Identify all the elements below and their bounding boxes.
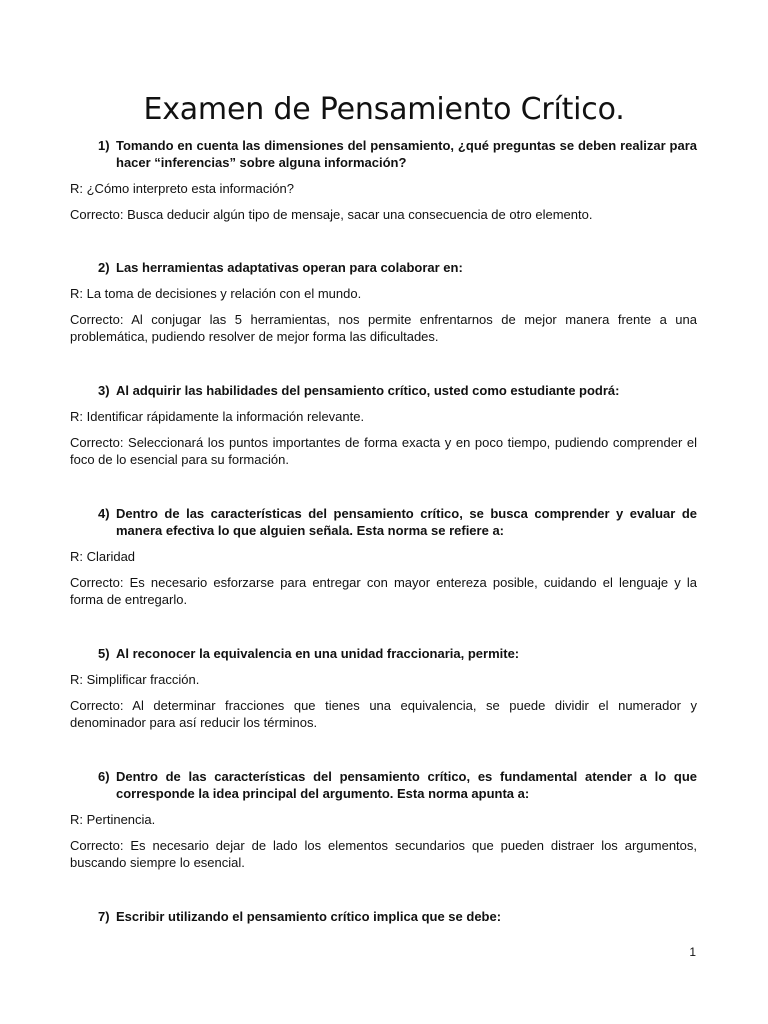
correct-explanation: Correcto: Seleccionará los puntos importantes de forma exacta y en poco tiempo, pudiendo comprender el foco de lo esencial para su formación. (70, 435, 697, 467)
question-block-6 (70, 768, 697, 871)
question-text: Escribir utilizando el pensamiento crítico implica que se debe: (116, 909, 502, 924)
question-number: 4) (98, 506, 110, 521)
question-number: 2) (98, 260, 110, 275)
answer-text: R: ¿Cómo interpreto esta información? (70, 181, 294, 196)
question-block-7 (70, 908, 697, 925)
question-text: Dentro de las características del pensamiento crítico, se busca comprender y evaluar de manera efectiva lo que alguien señala. Esta norma se refiere a: (116, 506, 697, 538)
correct-explanation: Correcto: Busca deducir algún tipo de mensaje, sacar una consecuencia de otro elemento. (70, 207, 593, 222)
question (70, 908, 697, 925)
correct-explanation: Correcto: Es necesario esforzarse para entregar con mayor entereza posible, cuidando el lenguaje y la forma de entregarlo. (70, 575, 697, 607)
question (70, 768, 697, 802)
answer-text: R: La toma de decisiones y relación con el mundo. (70, 286, 362, 301)
question (70, 645, 697, 662)
question-text: Al adquirir las habilidades del pensamiento crítico, usted como estudiante podrá: (116, 383, 620, 398)
question-number: 5) (98, 646, 110, 661)
correct-explanation: Correcto: Es necesario dejar de lado los elementos secundarios que pueden distraer los argumentos, buscando siempre lo esencial. (70, 838, 697, 870)
answer-text: R: Identificar rápidamente la información relevante. (70, 409, 365, 424)
question-text: Dentro de las características del pensamiento crítico, es fundamental atender a lo que corresponde la idea principal del argumento. Esta norma apunta a: (116, 769, 697, 801)
question-number: 6) (98, 769, 110, 784)
question (70, 382, 697, 399)
question-block-5 (70, 645, 697, 731)
page-number: 1 (689, 945, 696, 959)
question-block-4 (70, 505, 697, 608)
document-title: Examen de Pensamiento Crítico. (143, 92, 625, 127)
question (70, 505, 697, 539)
answer-text: R: Claridad (70, 549, 136, 564)
answer-text: R: Simplificar fracción. (70, 672, 200, 687)
answer-text: R: Pertinencia. (70, 812, 156, 827)
question-number: 7) (98, 909, 110, 924)
question-text: Tomando en cuenta las dimensiones del pensamiento, ¿qué preguntas se deben realizar para hacer “inferencias” sobre alguna información? (116, 138, 697, 170)
question-block-1 (70, 137, 697, 223)
correct-explanation: Correcto: Al conjugar las 5 herramientas, nos permite enfrentarnos de mejor manera frente a una problemática, pudiendo resolver de mejor forma las dificultades. (70, 312, 697, 344)
question (70, 259, 697, 276)
question-block-3 (70, 382, 697, 468)
question (70, 137, 697, 171)
correct-explanation: Correcto: Al determinar fracciones que tienes una equivalencia, se puede dividir el numerador y denominador para así reducir los términos. (70, 698, 697, 730)
question-text: Al reconocer la equivalencia en una unidad fraccionaria, permite: (116, 646, 520, 661)
question-number: 3) (98, 383, 110, 398)
question-text: Las herramientas adaptativas operan para colaborar en: (116, 260, 463, 275)
question-number: 1) (98, 138, 110, 153)
question-block-2 (70, 259, 697, 345)
